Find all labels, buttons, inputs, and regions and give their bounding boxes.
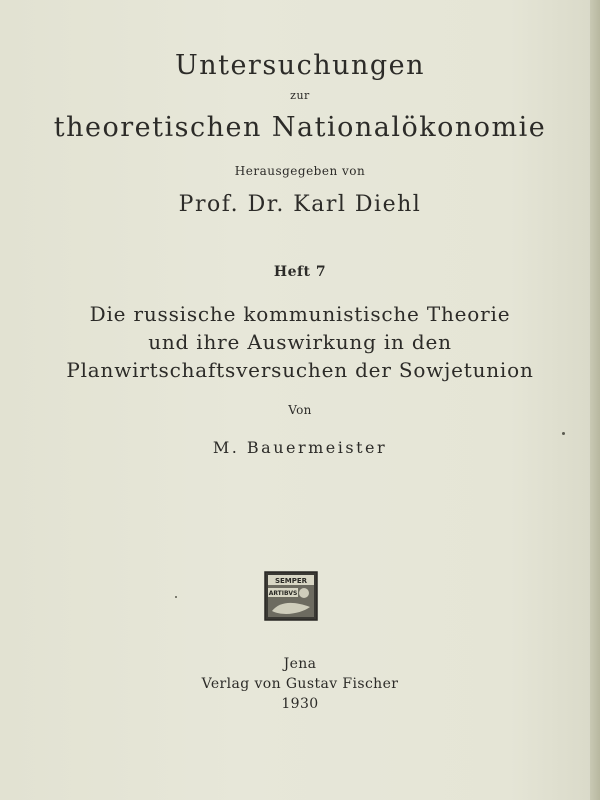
imprint-publisher: Verlag von Gustav Fischer [201, 676, 399, 692]
work-title-line-3: Planwirtschaftsversuchen der Sowjetunion [66, 358, 534, 382]
emblem-text-mid: ARTIBVS [268, 590, 298, 597]
series-connector: zur [290, 89, 310, 102]
volume-number: Heft 7 [273, 264, 327, 280]
paper-speck [562, 432, 565, 435]
editor-name: Prof. Dr. Karl Diehl [178, 192, 422, 217]
work-title-line-1: Die russische kommunistische Theorie [89, 302, 511, 326]
emblem-text-top: SEMPER [274, 577, 308, 585]
imprint-year: 1930 [281, 696, 319, 712]
publisher-emblem-icon [264, 571, 318, 621]
series-title: Untersuchungen [174, 50, 426, 81]
imprint-city: Jena [283, 656, 317, 672]
series-subject: theoretischen Nationalökonomie [53, 112, 547, 143]
imprint [0, 654, 600, 714]
author-label: Von [288, 403, 312, 417]
paper-speck [175, 596, 177, 598]
author-name: M. Bauermeister [212, 438, 388, 457]
emblem-circle [299, 588, 309, 598]
work-title-line-2: und ihre Auswirkung in den [148, 330, 452, 354]
editor-label: Herausgegeben von [234, 164, 366, 178]
work-title [0, 300, 600, 384]
